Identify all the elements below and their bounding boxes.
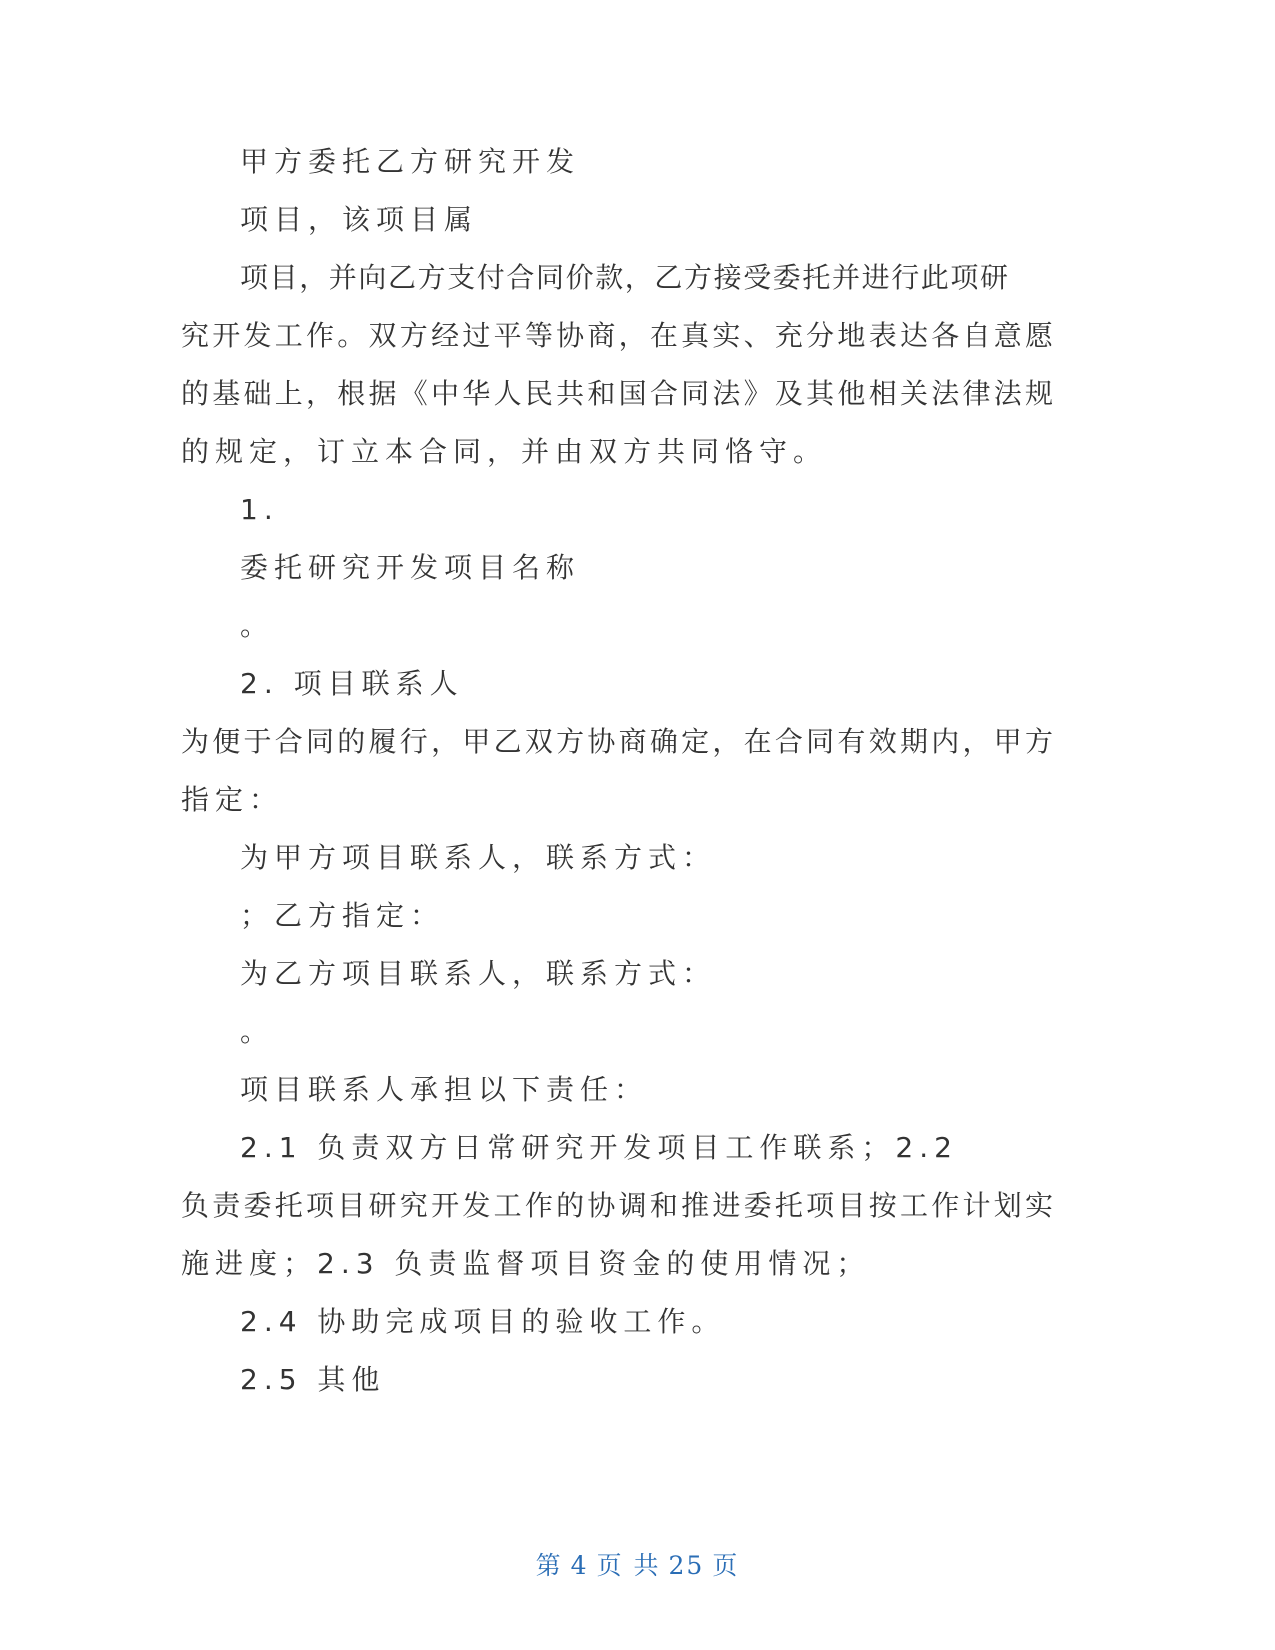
party-b-designation-line: ；乙方指定： xyxy=(240,899,445,932)
paragraph-line-5: 的基础上，根据《中华人民共和国合同法》及其他相关法律法规 xyxy=(181,377,1053,410)
footer-total-pages: 25 xyxy=(668,1551,705,1580)
clause-2-2: 负责委托项目研究开发工作的协调和推进委托项目按工作计划实 xyxy=(181,1189,1053,1222)
footer-middle: 页 共 xyxy=(596,1551,661,1580)
party-a-contact-line: 为甲方项目联系人，联系方式： xyxy=(240,841,717,874)
clause-2-4: 2.4 协助完成项目的验收工作。 xyxy=(240,1305,726,1338)
paragraph-line-1: 甲方委托乙方研究开发 xyxy=(240,145,581,178)
section-heading-2: 2. 项目联系人 xyxy=(240,667,464,700)
party-b-contact-line: 为乙方项目联系人，联系方式： xyxy=(240,957,717,990)
punctuation-line: 。 xyxy=(240,609,275,642)
responsibilities-heading: 项目联系人承担以下责任： xyxy=(240,1073,649,1106)
project-name-label: 委托研究开发项目名称 xyxy=(240,551,581,584)
paragraph-line-11: 为便于合同的履行，甲乙双方协商确定，在合同有效期内，甲方 xyxy=(181,725,1053,758)
paragraph-line-4: 究开发工作。双方经过平等协商，在真实、充分地表达各自意愿 xyxy=(181,319,1053,352)
paragraph-line-12: 指定： xyxy=(181,783,284,816)
footer-page-number: 4 xyxy=(570,1551,589,1580)
clause-2-3: 施进度；2.3 负责监督项目资金的使用情况； xyxy=(181,1247,871,1280)
footer-prefix: 第 xyxy=(535,1551,563,1580)
footer-suffix: 页 xyxy=(712,1551,740,1580)
clause-2-5: 2.5 其他 xyxy=(240,1363,386,1396)
paragraph-line-6: 的规定，订立本合同，并由双方共同恪守。 xyxy=(181,435,828,468)
punctuation-line-2: 。 xyxy=(240,1015,275,1048)
paragraph-line-2: 项目，该项目属 xyxy=(240,203,479,236)
section-number-1: 1. xyxy=(240,493,279,526)
clause-2-1: 2.1 负责双方日常研究开发项目工作联系；2.2 xyxy=(240,1131,958,1164)
page-footer xyxy=(0,1546,1275,1582)
paragraph-line-3: 项目，并向乙方支付合同价款，乙方接受委托并进行此项研 xyxy=(240,261,1008,294)
